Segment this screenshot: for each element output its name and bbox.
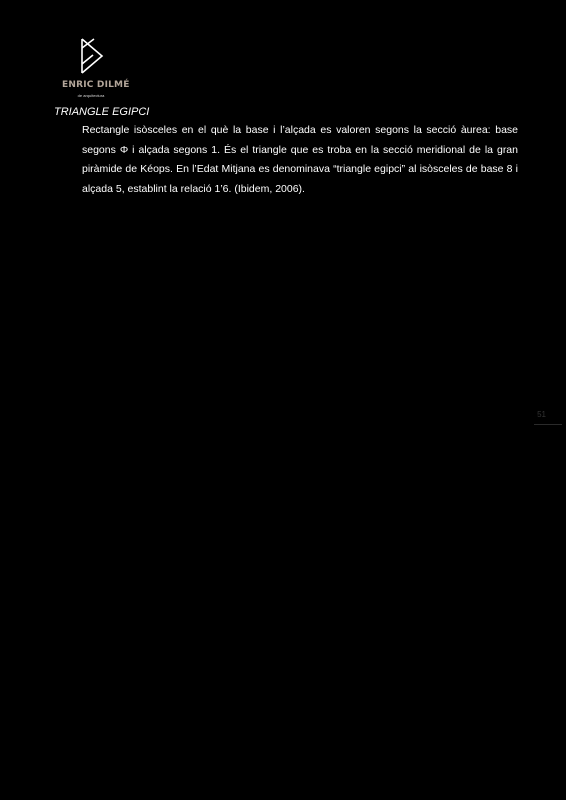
logo-name: ENRIC DILMÉ	[62, 80, 130, 90]
company-logo	[62, 38, 130, 102]
entry-body: Rectangle isòsceles en el què la base i l’alçada es valoren segons la secció àurea: base segons Φ i alçada segons 1. És el triangle que es troba en la secció meridional de la gran piràmide de Kéops. En l’Edat Mitjana es denominava “triangle egipci” al isòsceles de base 8 i alçada 5, establint la relació 1’6. (Ibidem, 2006).	[82, 124, 518, 195]
logo-subtitle: de arquitectura	[77, 93, 105, 98]
page-number: 51	[537, 410, 546, 419]
entry-title: TRIANGLE EGIPCI	[54, 106, 150, 118]
margin-rule	[534, 424, 562, 425]
dilme-monogram-icon	[80, 38, 104, 74]
